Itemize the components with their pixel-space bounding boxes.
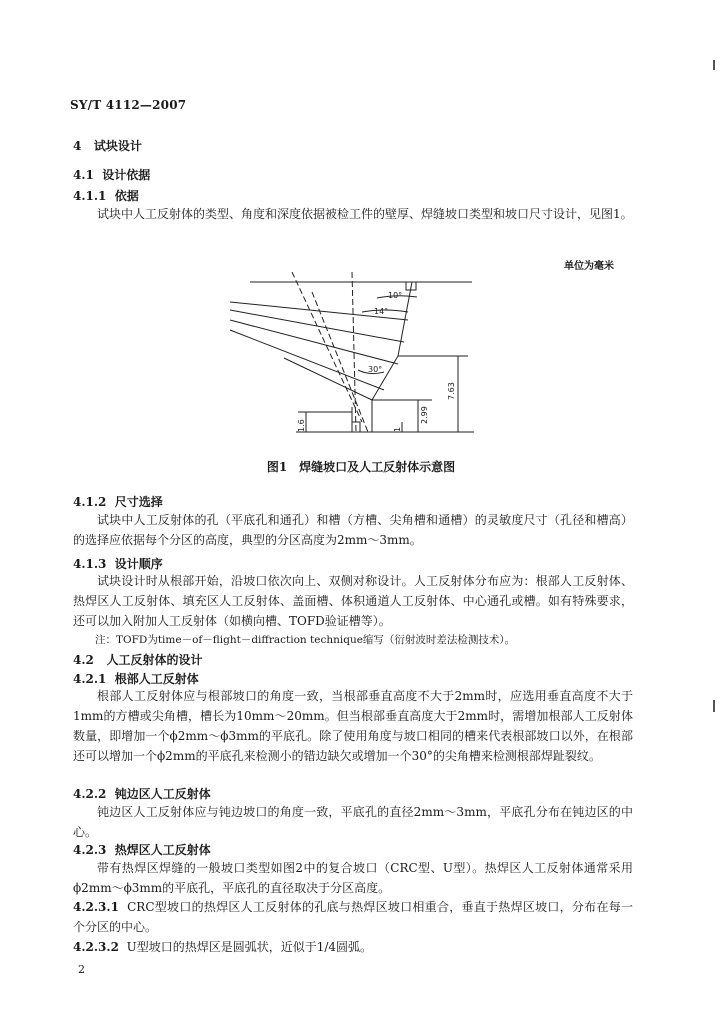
clause-text: U型坡口的热焊区是圆弧状，近似于1/4圆弧。 xyxy=(126,940,373,954)
scan-mark xyxy=(713,700,715,712)
paragraph-4-1-1: 试块中人工反射体的类型、角度和深度依据被检工件的壁厚、焊缝坡口类型和坡口尺寸设计，见图1。 xyxy=(97,207,633,221)
paragraph-4-2-2: 钝边区人工反射体应与钝边坡口的角度一致，平底孔的直径2mm～3mm，平底孔分布在钝边区的中心。 xyxy=(73,805,633,839)
section-number: 4.1.1 xyxy=(73,189,107,203)
section-title: 设计顺序 xyxy=(114,557,163,571)
clause-4-2-3-1 xyxy=(73,897,633,937)
section-4-2-1-heading xyxy=(73,670,199,687)
dim-16-label: 1.6 xyxy=(297,419,306,432)
section-number: 4.1 xyxy=(73,168,94,182)
clause-number: 4.2.3.1 xyxy=(73,900,119,914)
section-title: 设计依据 xyxy=(102,168,151,182)
clause-4-2-3-2 xyxy=(73,937,633,957)
section-title: 依据 xyxy=(114,189,139,203)
paragraph-4-2-1: 根部人工反射体应与根部坡口的角度一致，当根部垂直高度不大于2mm时，应选用垂直高度不大于1mm的方槽或尖角槽，槽长为10mm～20mm。但当根部垂直高度大于2mm时，需增加根部人工反射体数量，即增加一个ϕ2mm～ϕ3mm的平底孔。除了使用角度与坡口相同的槽来代表根部坡口以外，在根部还可以增加一个ϕ2mm的平底孔来检测小的错边缺欠或增加一个30°的尖角槽来检测根部焊趾裂纹。 xyxy=(73,689,633,763)
section-title: 人工反射体的设计 xyxy=(106,653,203,667)
section-4-heading xyxy=(73,137,142,154)
section-title: 钝边区人工反射体 xyxy=(114,787,211,801)
paragraph-4-1-3: 试块设计时从根部开始，沿坡口依次向上、双侧对称设计。人工反射体分布应为：根部人工反射体、热焊区人工反射体、填充区人工反射体、盖面槽、体积通道人工反射体、中心通孔或槽。如有特殊要求，还可以加入附加人工反射体（如横向槽、TOFD验证槽等）。 xyxy=(73,574,633,628)
section-4-1-1-heading xyxy=(73,187,139,204)
groove-bevel-line xyxy=(372,282,412,432)
reflector-line xyxy=(230,330,384,390)
section-number: 4.2 xyxy=(73,653,94,667)
standard-code: SY/T 4112—2007 xyxy=(70,98,187,112)
reflector-line xyxy=(284,358,372,400)
section-4-2-2-heading xyxy=(73,785,211,802)
section-4-1-heading xyxy=(73,166,150,183)
angle-10-label: 10° xyxy=(388,291,403,300)
paragraph-4-2-3: 带有热焊区焊缝的一般坡口类型如图2中的复合坡口（CRC型、U型）。热焊区人工反射体通常采用ϕ2mm～ϕ3mm的平底孔，平底孔的直径取决于分区高度。 xyxy=(73,861,633,895)
note-tofd: 注：TOFD为time－of－flight－diffraction technique缩写（衍射波时差法检测技术）。 xyxy=(95,634,516,646)
section-title: 根部人工反射体 xyxy=(114,672,199,686)
section-title: 尺寸选择 xyxy=(114,495,163,509)
construction-line xyxy=(292,272,362,422)
section-title: 热焊区人工反射体 xyxy=(114,843,211,857)
paragraph-4-1-2: 试块中人工反射体的孔（平底孔和通孔）和槽（方槽、尖角槽和通槽）的灵敏度尺寸（孔径和槽高）的选择应依据每个分区的高度，典型的分区高度为2mm～3mm。 xyxy=(73,513,633,547)
unit-note: 单位为毫米 xyxy=(564,261,614,272)
section-number: 4.2.1 xyxy=(73,672,107,686)
weld-groove-figure xyxy=(222,272,484,440)
scan-mark xyxy=(713,60,715,70)
page-number: 2 xyxy=(78,963,85,976)
angle-14-label: 14° xyxy=(374,307,389,316)
section-4-1-2-heading xyxy=(73,493,163,510)
angle-30-label: 30° xyxy=(368,365,383,374)
dim-1-label: 1 xyxy=(393,426,402,432)
section-title: 试块设计 xyxy=(93,139,142,153)
section-number: 4.1.2 xyxy=(73,495,107,509)
dim-299-label: 2.99 xyxy=(420,406,429,424)
reflector-line xyxy=(230,320,398,364)
section-number: 4.2.3 xyxy=(73,843,107,857)
section-4-1-3-heading xyxy=(73,555,163,572)
clause-text: CRC型坡口的热焊区人工反射体的孔底与热焊区坡口相重合，垂直于热焊区坡口，分布在每一个分区的中心。 xyxy=(73,900,633,934)
section-number: 4 xyxy=(73,139,82,153)
section-4-2-3-heading xyxy=(73,841,211,858)
dim-763-label: 7.63 xyxy=(447,382,456,400)
section-number: 4.1.3 xyxy=(73,557,107,571)
clause-number: 4.2.3.2 xyxy=(73,940,119,954)
section-number: 4.2.2 xyxy=(73,787,107,801)
figure-caption: 图1 焊缝坡口及人工反射体示意图 xyxy=(266,460,456,474)
section-4-2-heading xyxy=(73,651,202,668)
